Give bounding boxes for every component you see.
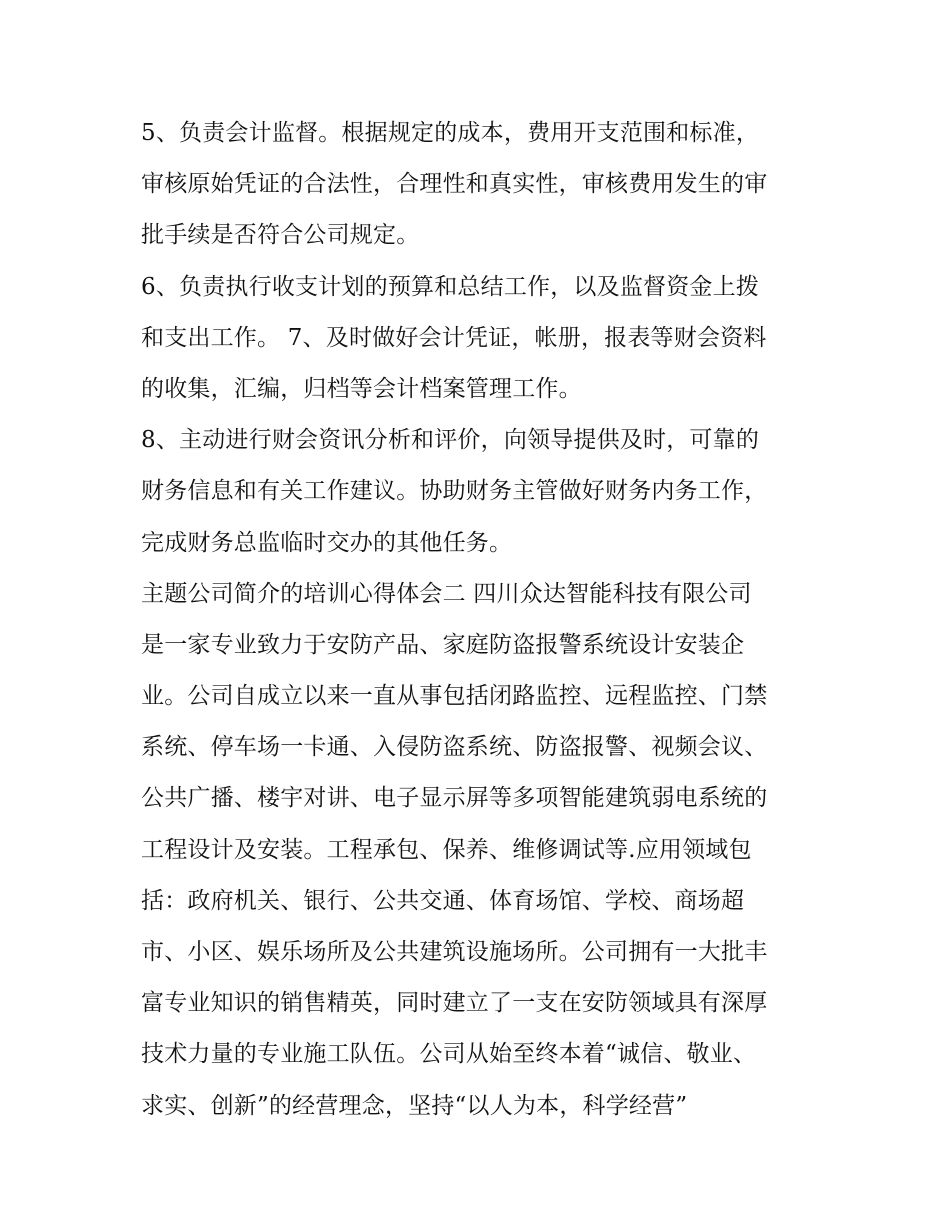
text-line: 业。公司自成立以来一直从事包括闭路监控、远程监控、门禁 [141, 683, 768, 710]
text-line: 富专业知识的销售精英，同时建立了一支在安防领域具有深厚 [141, 990, 768, 1017]
text-line: 主题公司简介的培训心得体会二 四川众达智能科技有限公司 [141, 580, 752, 607]
text-line: 5、负责会计监督。根据规定的成本，费用开支范围和标准， [141, 120, 760, 146]
text-line: 6、负责执行收支计划的预算和总结工作，以及监督资金上拨 [141, 273, 760, 300]
text-line: 市、小区、娱乐场所及公共建筑设施场所。公司拥有一大批丰 [141, 939, 768, 965]
text-line: 是一家专业致力于安防产品、家庭防盗报警系统设计安装企 [141, 631, 745, 658]
text-line: 括：政府机关、银行、公共交通、体育场馆、学校、商场超 [141, 887, 745, 914]
text-line: 公共广播、楼宇对讲、电子显示屏等多项智能建筑弱电系统的 [141, 785, 768, 812]
text-line: 8、主动进行财会资讯分析和评价，向领导提供及时，可靠的 [141, 427, 760, 454]
text-line: 工程设计及安装。工程承包、保养、维修调试等.应用领域包 [141, 836, 752, 863]
text-line: 求实、创新”的经营理念，坚持“以人为本，科学经营” [141, 1092, 688, 1119]
text-line: 审核原始凭证的合法性，合理性和真实性，审核费用发生的审 [141, 171, 768, 198]
text-line: 财务信息和有关工作建议。协助财务主管做好财务内务工作， [141, 478, 768, 505]
text-line: 的收集，汇编，归档等会计档案管理工作。 [141, 375, 582, 402]
text-line: 技术力量的专业施工队伍。公司从始至终本着“诚信、敬业、 [141, 1041, 757, 1068]
text-line: 系统、停车场一卡通、入侵防盗系统、防盗报警、视频会议、 [141, 734, 768, 761]
document-body [141, 108, 821, 1132]
text-line: 批手续是否符合公司规定。 [141, 222, 420, 249]
text-line: 和支出工作。 7、及时做好会计凭证，帐册，报表等财会资料 [141, 324, 767, 351]
text-line: 完成财务总监临时交办的其他任务。 [141, 529, 513, 556]
